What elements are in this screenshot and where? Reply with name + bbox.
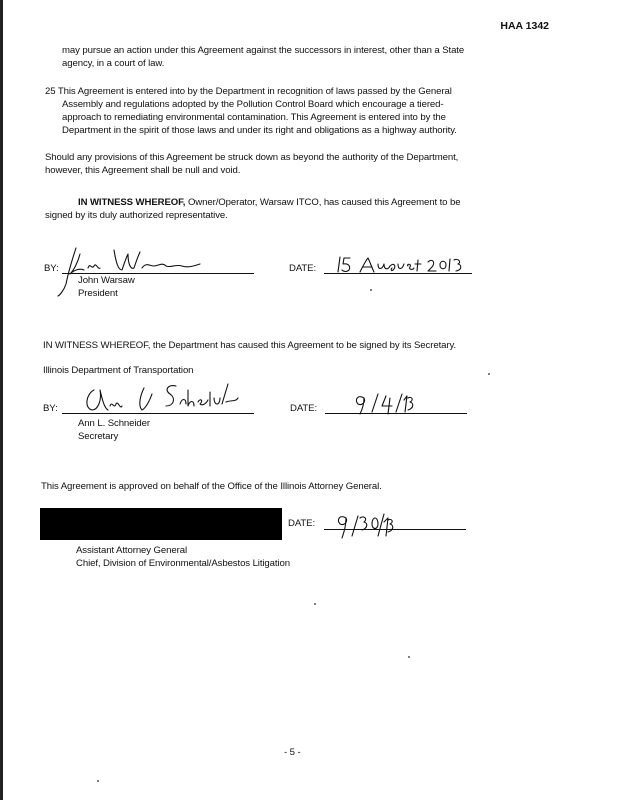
handwritten-date-2 [352,390,412,416]
page-number: - 5 - [284,747,301,758]
signer-name: Ann L. Schneider [78,418,151,429]
by-label: BY: [43,403,58,414]
handwritten-date-3 [334,512,394,540]
witness-lead: IN WITNESS WHEREOF, [78,197,186,208]
paragraph-25-line: Department in the spirit of those laws and under its right and obligations as a highway authority. [62,125,457,136]
paragraph-line: agency, in a court of law. [62,58,165,69]
signer-title: Secretary [78,431,119,442]
date-label: DATE: [289,263,317,274]
organization-name: Illinois Department of Transportation [43,365,194,376]
paragraph-25-line: 25 This Agreement is entered into by the Department in recognition of laws passed by the General [45,86,452,97]
scan-speck [97,780,99,782]
witness-clause-owner [78,197,460,210]
scan-edge [0,0,3,800]
scan-speck [370,289,372,291]
handwritten-date-1 [336,254,476,276]
by-label: BY: [44,263,59,274]
paragraph-line: may pursue an action under this Agreement against the successors in interest, other than a State [62,45,465,56]
paragraph-25-line: Assembly and regulations adopted by the Pollution Control Board which encourage a tiered- [62,99,444,110]
severability-line: Should any provisions of this Agreement be struck down as beyond the authority of the Department, [45,152,459,163]
ag-title: Assistant Attorney General [76,545,187,556]
ag-division: Chief, Division of Environmental/Asbestos Litigation [76,558,290,569]
redaction-block [40,508,282,540]
signer-name: John Warsaw [78,275,135,286]
severability-line: however, this Agreement shall be null and void. [45,165,241,176]
scan-speck [314,603,316,605]
approval-statement: This Agreement is approved on behalf of the Office of the Illinois Attorney General. [41,481,382,492]
scan-speck [408,656,410,658]
paragraph-25-line: approach to remediating environmental contamination. This Agreement is entered into by the [62,112,446,123]
witness-clause-owner-line2: signed by its duly authorized representative. [45,210,228,221]
date-label: DATE: [290,403,318,414]
handwritten-signature-schneider [82,380,242,420]
witness-rest: Owner/Operator, Warsaw ITCO, has caused this Agreement to be [185,197,461,208]
scan-speck [488,373,490,375]
date-label: DATE: [288,518,316,529]
witness-clause-department: IN WITNESS WHEREOF, the Department has caused this Agreement to be signed by its Secretary. [43,340,457,351]
signer-title: President [78,288,118,299]
document-id: HAA 1342 [500,20,549,32]
